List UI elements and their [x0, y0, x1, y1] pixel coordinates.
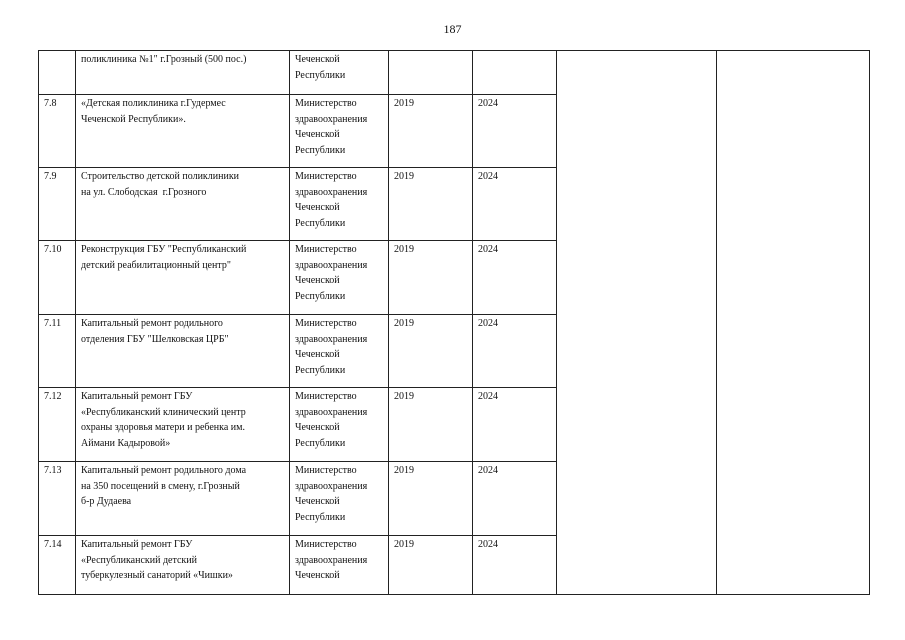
- page-number: 187: [443, 22, 462, 36]
- table-row: [39, 51, 870, 95]
- end-year: 2024: [473, 241, 557, 315]
- end-year: 2024: [473, 388, 557, 462]
- start-year: 2019: [389, 168, 473, 241]
- row-number: 7.14: [39, 536, 76, 595]
- merged-column-6: [557, 51, 717, 595]
- end-year: 2024: [473, 168, 557, 241]
- row-number: 7.12: [39, 388, 76, 462]
- start-year: 2019: [389, 462, 473, 536]
- object-name: Капитальный ремонт родильного дома на 350 посещений в смену, г.Грозный б-р Дудаева: [76, 462, 290, 536]
- responsible-body: Министерство здравоохранения Чеченской Республики: [290, 241, 389, 315]
- end-year: 2024: [473, 315, 557, 388]
- row-number: 7.9: [39, 168, 76, 241]
- start-year: [389, 51, 473, 95]
- object-name: «Детская поликлиника г.Гудермес Чеченской Республики».: [76, 95, 290, 168]
- row-number: 7.8: [39, 95, 76, 168]
- responsible-body: Министерство здравоохранения Чеченской: [290, 536, 389, 595]
- start-year: 2019: [389, 536, 473, 595]
- object-name: Строительство детской поликлиники на ул. Слободская г.Грозного: [76, 168, 290, 241]
- object-name: поликлиника №1" г.Грозный (500 пос.): [76, 51, 290, 95]
- merged-column-7: [717, 51, 870, 595]
- responsible-body: Министерство здравоохранения Чеченской Республики: [290, 462, 389, 536]
- row-number: [39, 51, 76, 95]
- object-name: Капитальный ремонт ГБУ «Республиканский клинический центр охраны здоровья матери и ребенка им. Аймани Кадыровой»: [76, 388, 290, 462]
- start-year: 2019: [389, 241, 473, 315]
- row-number: 7.13: [39, 462, 76, 536]
- events-table: [38, 50, 870, 595]
- object-name: Капитальный ремонт родильного отделения ГБУ "Шелковская ЦРБ": [76, 315, 290, 388]
- end-year: [473, 51, 557, 95]
- responsible-body: Министерство здравоохранения Чеченской Республики: [290, 95, 389, 168]
- row-number: 7.11: [39, 315, 76, 388]
- responsible-body: Министерство здравоохранения Чеченской Республики: [290, 315, 389, 388]
- start-year: 2019: [389, 95, 473, 168]
- start-year: 2019: [389, 315, 473, 388]
- row-number: 7.10: [39, 241, 76, 315]
- responsible-body: Чеченской Республики: [290, 51, 389, 95]
- end-year: 2024: [473, 95, 557, 168]
- responsible-body: Министерство здравоохранения Чеченской Республики: [290, 168, 389, 241]
- object-name: Реконструкция ГБУ "Республиканский детский реабилитационный центр": [76, 241, 290, 315]
- end-year: 2024: [473, 462, 557, 536]
- responsible-body: Министерство здравоохранения Чеченской Республики: [290, 388, 389, 462]
- end-year: 2024: [473, 536, 557, 595]
- object-name: Капитальный ремонт ГБУ «Республиканский детский туберкулезный санаторий «Чишки»: [76, 536, 290, 595]
- start-year: 2019: [389, 388, 473, 462]
